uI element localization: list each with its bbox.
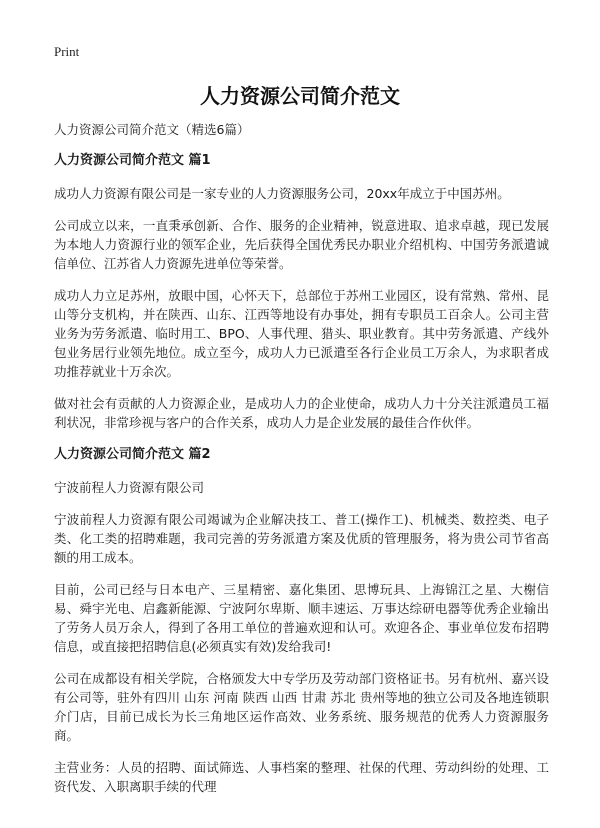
section-1 bbox=[54, 151, 549, 432]
paragraph: 目前，公司已经与日本电产、三星精密、嘉化集团、思博玩具、上海锦江之星、大榭信易、舜宇光电、启鑫新能源、宁波阿尔卑斯、顺丰速运、万事达综研电器等优秀企业输出了劳务人员万余人，得到了各用工单位的普遍欢迎和认可。欢迎各企、事业单位发布招聘信息，或直接把招聘信息(必须真实有效)发给我司! bbox=[54, 582, 549, 654]
paragraph: 宁波前程人力资源有限公司竭诚为企业解决技工、普工(操作工)、机械类、数控类、电子类、化工类的招聘难题，我司完善的劳务派遣方案及优质的管理服务，将为贵公司节省高额的用工成本。 bbox=[54, 512, 549, 565]
section-2 bbox=[54, 445, 549, 796]
paragraph: 公司在成都设有相关学院，合格颁发大中专学历及劳动部门资格证书。另有杭州、嘉兴设有公司等，驻外有四川 山东 河南 陕西 山西 甘肃 苏北 贵州等地的独立公司及各地连锁职介门店，目前已成长为长三角地区运作高效、业务系统、服务规范的优秀人力资源服务商。 bbox=[54, 671, 549, 743]
paragraph: 宁波前程人力资源有限公司 bbox=[54, 480, 205, 495]
paragraph: 成功人力资源有限公司是一家专业的人力资源服务公司，20xx年成立于中国苏州。 bbox=[54, 186, 510, 201]
paragraph: 主营业务：人员的招聘、面试筛选、人事档案的整理、社保的代理、劳动纠纷的处理、工资代发、入职离职手续的代理 bbox=[54, 760, 549, 794]
section-heading: 人力资源公司简介范文 篇1 bbox=[54, 153, 211, 168]
paragraph: 公司成立以来，一直秉承创新、合作、服务的企业精神，锐意进取、追求卓越，现已发展为本地人力资源行业的领军企业，先后获得全国优秀民办职业介绍机构、中国劳务派遣诚信单位、江苏省人力资源先进单位等荣誉。 bbox=[54, 218, 549, 271]
paragraph: 做对社会有贡献的人力资源企业，是成功人力的企业使命，成功人力十分关注派遣员工福利状况，非常珍视与客户的合作关系，成功人力是企业发展的最佳合作伙伴。 bbox=[54, 396, 549, 430]
print-link[interactable]: Print bbox=[54, 44, 80, 59]
page-title: 人力资源公司简介范文 bbox=[200, 84, 400, 108]
section-heading: 人力资源公司简介范文 篇2 bbox=[54, 447, 211, 462]
article-body bbox=[54, 120, 549, 809]
paragraph: 成功人力立足苏州，放眼中国，心怀天下，总部位于苏州工业园区，设有常熟、常州、昆山等分支机构，并在陕西、山东、江西等地设有办事处，拥有专职员工百余人。公司主营业务为劳务派遣、临时用工、BPO、人事代理、猎头、职业教育。其中劳务派遣、产线外包业务居行业领先地位。成立至今，成功人力已派遣至各行企业员工万余人，为求职者成功推荐就业十万余次。 bbox=[54, 288, 549, 379]
article-subtitle: 人力资源公司简介范文（精选6篇） bbox=[54, 122, 250, 137]
